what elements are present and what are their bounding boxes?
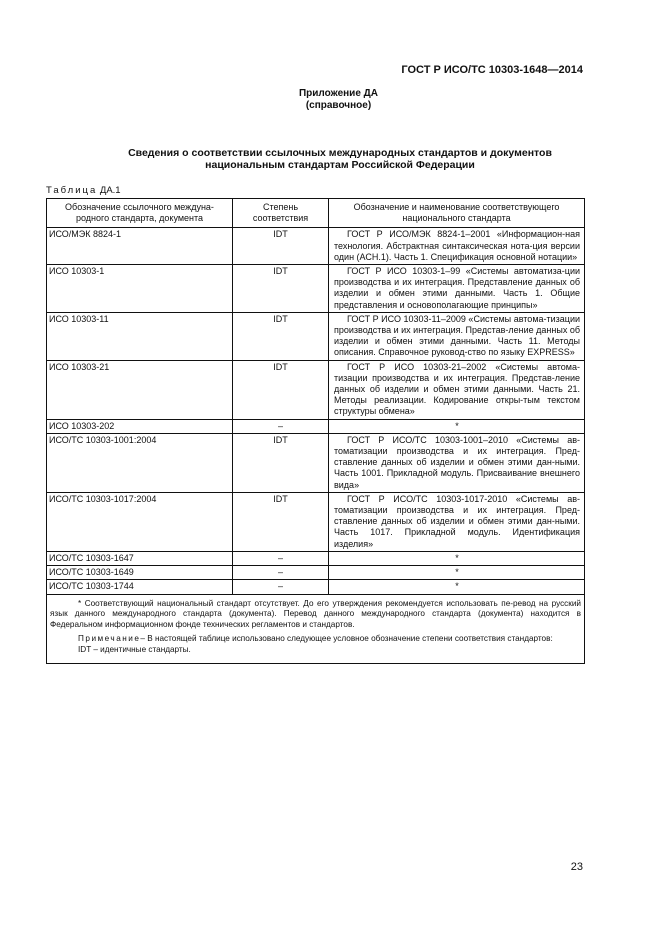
table-row <box>47 360 585 419</box>
table-notes-row <box>47 594 585 664</box>
heading-line-1: Сведения о соответствии ссылочных международных стандартов и документов <box>128 147 552 159</box>
cell-degree: IDT <box>233 360 329 419</box>
table-row <box>47 419 585 433</box>
note-text: – В настоящей таблице использовано следующее условное обозначение степени соответствия стандартов: <box>140 634 553 643</box>
annex-title: Приложение ДА <box>298 88 379 99</box>
table-row <box>47 312 585 360</box>
table-row <box>47 433 585 492</box>
table-row <box>47 265 585 313</box>
cell-reference: ИСО/ТС 10303-1649 <box>47 566 233 580</box>
note-paragraph <box>50 634 581 645</box>
cell-reference: ИСО 10303-202 <box>47 419 233 433</box>
cell-national: ГОСТ Р ИСО/ТС 10303-1001–2010 «Системы ав-томатизации производства и их интеграция. Пред-ставление данных об изделии и обмен этими дан-ными. Часть 1001. Прикладной модуль. Присваивание внешнего вида» <box>329 433 585 492</box>
cell-reference: ИСО 10303-11 <box>47 312 233 360</box>
cell-degree: – <box>233 551 329 565</box>
note-idt: IDT – идентичные стандарты. <box>78 644 191 654</box>
header-reference-standard: Обозначение ссылочного междуна-родного стандарта, документа <box>47 199 233 228</box>
cell-reference: ИСО/ТС 10303-1017:2004 <box>47 492 233 551</box>
table-caption-word: Таблица <box>46 185 98 196</box>
cell-degree: IDT <box>233 492 329 551</box>
heading-line-2: национальным стандартам Российской Федерации <box>205 159 475 171</box>
cell-national: ГОСТ Р ИСО/ТС 10303-1017-2010 «Системы ав-томатизации производства и их интеграция. Пред-ставление данных об изделии и обмен этими дан-ными. Часть 1017. Прикладной модуль. Идентификация изделия» <box>329 492 585 551</box>
footnote-text: * Соответствующий национальный стандарт отсутствует. До его утверждения рекомендуется использовать пе-ревод на русский язык данного международного стандарта (документа). Перевод данного международного стандарта (документа) находится в Федеральном информационном фонде технических регламентов и стандартов. <box>50 598 581 629</box>
table-header-row <box>47 199 585 228</box>
cell-national: ГОСТ Р ИСО 10303-21–2002 «Системы автома-тизации производства и их интеграция. Представ-ление данных об изделии и обмен этими данными. Часть 21. Методы реализации. Кодирование откры-тым текстом структуры обмена» <box>329 360 585 419</box>
cell-reference: ИСО/ТС 10303-1744 <box>47 580 233 594</box>
table-row <box>47 492 585 551</box>
header-degree: Степень соответствия <box>233 199 329 228</box>
cell-degree: IDT <box>233 433 329 492</box>
cell-national: * <box>329 580 585 594</box>
annex-header <box>0 88 661 112</box>
cell-degree: IDT <box>233 228 329 265</box>
note-label: Примечание <box>78 634 141 643</box>
cell-reference: ИСО 10303-21 <box>47 360 233 419</box>
cell-national: ГОСТ Р ИСО 10303-1–99 «Системы автоматиза-ции производства и их интеграция. Представление данных об изделии и обмен этими данными. Часть 1. Общие представления и основополагающие принципы» <box>329 265 585 313</box>
cell-national: ГОСТ Р ИСО 10303-11–2009 «Системы автома-тизации производства и их интеграция. Представ-ление данных об изделии и обмен этими данными. Часть 11. Методы описания. Справочное руковод-ство по языку EXPRESS» <box>329 312 585 360</box>
document-code: ГОСТ Р ИСО/ТС 10303-1648—2014 <box>401 64 583 76</box>
cell-degree: – <box>233 566 329 580</box>
cell-reference: ИСО/МЭК 8824-1 <box>47 228 233 265</box>
table-notes <box>47 594 585 664</box>
correspondence-table <box>46 198 585 664</box>
cell-national: * <box>329 551 585 565</box>
table-row <box>47 580 585 594</box>
table-row <box>47 228 585 265</box>
cell-reference: ИСО/ТС 10303-1647 <box>47 551 233 565</box>
table-row <box>47 566 585 580</box>
cell-reference: ИСО 10303-1 <box>47 265 233 313</box>
cell-national: * <box>329 419 585 433</box>
table-caption <box>46 185 121 196</box>
page-number: 23 <box>570 861 583 873</box>
cell-degree: IDT <box>233 265 329 313</box>
table-row <box>47 551 585 565</box>
header-national-standard: Обозначение и наименование соответствующего национального стандарта <box>329 199 585 228</box>
cell-national: * <box>329 566 585 580</box>
annex-subtitle: (справочное) <box>305 100 372 111</box>
cell-national: ГОСТ Р ИСО/МЭК 8824-1–2001 «Информацион-ная технология. Абстрактная синтаксическая нота-ция версии один (АСН.1). Часть 1. Спецификация основной нотации» <box>329 228 585 265</box>
table-caption-id: ДА.1 <box>99 185 121 196</box>
cell-degree: – <box>233 419 329 433</box>
cell-reference: ИСО/ТС 10303-1001:2004 <box>47 433 233 492</box>
cell-degree: IDT <box>233 312 329 360</box>
cell-degree: – <box>233 580 329 594</box>
section-heading <box>60 147 620 171</box>
